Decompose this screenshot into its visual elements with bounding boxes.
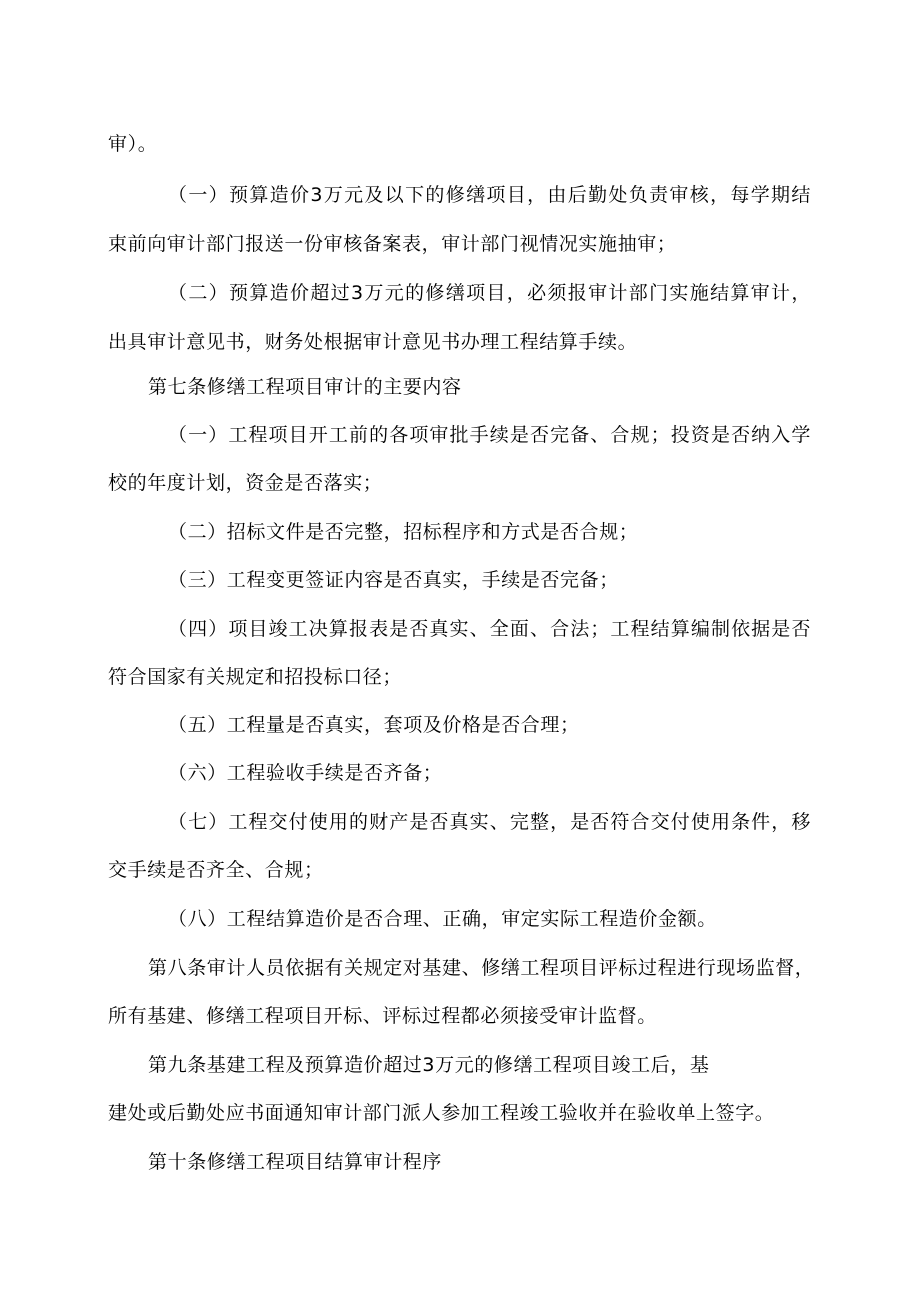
text-line: （六）工程验收手续是否齐备； — [168, 762, 443, 784]
section-heading: 第八条审计人员依据有关规定对基建、修缮工程项目评标过程进行现场监督， — [148, 957, 815, 979]
text-line: 校的年度计划，资金是否落实； — [108, 472, 383, 494]
text-line: 束前向审计部门报送一份审核备案表，审计部门视情况实施抽审； — [108, 233, 677, 255]
text-line: 建处或后勤处应书面通知审计部门派人参加工程竣工验收并在验收单上签字。 — [108, 1102, 775, 1124]
text-line: （五）工程量是否真实，套项及价格是否合理； — [168, 714, 580, 736]
text-line: （七）工程交付使用的财产是否真实、完整，是否符合交付使用条件，移 — [168, 811, 811, 833]
text-line: （一）预算造价3万元及以下的修缮项目，由后勤处负责审核，每学期结 — [168, 184, 811, 206]
text-line: 所有基建、修缮工程项目开标、评标过程都必须接受审计监督。 — [108, 1005, 657, 1027]
text-line: （八）工程结算造价是否合理、正确，审定实际工程造价金额。 — [168, 908, 717, 930]
section-heading: 第七条修缮工程项目审计的主要内容 — [148, 376, 462, 398]
text-line: （三）工程变更签证内容是否真实，手续是否完备； — [168, 569, 619, 591]
section-heading: 第九条基建工程及预算造价超过3万元的修缮工程项目竣工后，基 — [148, 1054, 710, 1076]
text-line: 出具审计意见书，财务处根据审计意见书办理工程结算手续。 — [108, 331, 638, 353]
section-heading: 第十条修缮工程项目结算审计程序 — [148, 1151, 443, 1173]
text-line: 交手续是否齐全、合规； — [108, 859, 324, 881]
text-line: （一）工程项目开工前的各项审批手续是否完备、合规；投资是否纳入学 — [168, 424, 811, 446]
text-line: 审）。 — [108, 133, 158, 155]
text-line: （二）招标文件是否完整，招标程序和方式是否合规； — [168, 521, 639, 543]
text-line: （四）项目竣工决算报表是否真实、全面、合法；工程结算编制依据是否 — [168, 618, 811, 640]
text-line: （二）预算造价超过3万元的修缮项目，必须报审计部门实施结算审计， — [168, 282, 811, 304]
text-line: 符合国家有关规定和招投标口径； — [108, 666, 403, 688]
